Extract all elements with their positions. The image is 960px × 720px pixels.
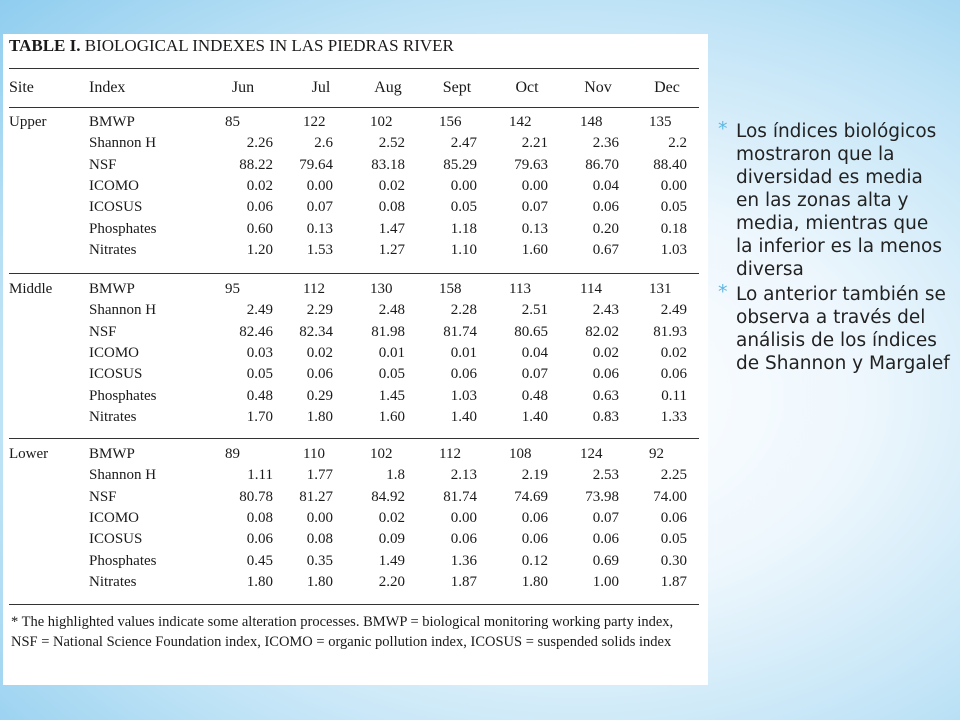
- column-header-jul: Jul: [311, 79, 331, 96]
- table-cell: 0.08: [306, 531, 333, 548]
- table-cell: 0.06: [660, 366, 687, 383]
- table-cell: 88.40: [653, 156, 687, 173]
- table-cell: 108: [509, 446, 532, 462]
- table-cell: 113: [509, 281, 531, 297]
- table-cell: 1.60: [378, 408, 405, 425]
- data-table-image: [3, 34, 708, 685]
- bullet-text: Lo anterior también se observa a través del análisis de los índices de Shannon y Margalef: [736, 284, 950, 374]
- table-cell: 0.13: [306, 220, 333, 237]
- table-cell: 82.34: [299, 323, 333, 340]
- table-cell: 135: [649, 114, 672, 130]
- table-cell: 82.46: [239, 323, 273, 340]
- table-cell: 0.00: [521, 177, 548, 194]
- table-cell: 0.06: [450, 366, 477, 383]
- table-cell: 92: [649, 446, 664, 462]
- column-header-index: Index: [89, 79, 126, 96]
- table-cell: 1.80: [306, 573, 333, 590]
- table-cell: 2.13: [450, 467, 477, 484]
- table-cell: 0.07: [306, 199, 333, 216]
- index-label: Shannon H: [89, 302, 157, 319]
- table-cell: 1.20: [246, 241, 273, 258]
- table-cell: 0.48: [521, 387, 548, 404]
- table-cell: 2.47: [450, 135, 477, 152]
- table-cell: 0.08: [246, 509, 273, 526]
- column-header-dec: Dec: [654, 79, 680, 96]
- table-cell: 1.47: [378, 220, 405, 237]
- table-cell: 0.05: [660, 531, 687, 548]
- table-cell: 1.70: [246, 408, 273, 425]
- index-label: Shannon H: [89, 467, 157, 484]
- table-cell: 1.27: [378, 241, 405, 258]
- table-cell: 2.36: [592, 135, 619, 152]
- table-cell: 0.30: [660, 552, 687, 569]
- table-cell: 86.70: [585, 156, 619, 173]
- table-cell: 1.80: [306, 408, 333, 425]
- table-cell: 112: [439, 446, 461, 462]
- table-cell: 0.05: [378, 366, 405, 383]
- bottom-rule: [9, 604, 699, 605]
- table-cell: 2.51: [521, 302, 548, 319]
- table-cell: 2.52: [378, 135, 405, 152]
- table-title-label: TABLE I.: [9, 36, 81, 55]
- table-cell: 1.87: [450, 573, 477, 590]
- table-cell: 82.02: [585, 323, 619, 340]
- table-cell: 81.74: [443, 488, 477, 505]
- index-label: Phosphates: [89, 552, 157, 569]
- bullet-text: Los índices biológicos mostraron que la diversidad es media en las zonas alta y media, mientras que la inferior es la menos diversa: [736, 121, 943, 280]
- table-cell: 0.00: [450, 509, 477, 526]
- site-label: Middle: [9, 281, 53, 297]
- table-cell: 1.10: [450, 241, 477, 258]
- table-cell: 0.01: [378, 344, 405, 361]
- table-cell: 0.07: [521, 366, 548, 383]
- table-cell: 0.01: [450, 344, 477, 361]
- table-cell: 83.18: [371, 156, 405, 173]
- table-cell: 1.80: [521, 573, 548, 590]
- table-cell: 0.05: [660, 199, 687, 216]
- table-cell: 0.29: [306, 387, 333, 404]
- table-cell: 156: [439, 114, 462, 130]
- table-cell: 1.77: [306, 467, 333, 484]
- table-cell: 0.06: [592, 366, 619, 383]
- table-cell: 2.2: [668, 135, 687, 152]
- table-title: [9, 36, 454, 56]
- table-cell: 2.19: [521, 467, 548, 484]
- table-cell: 0.00: [660, 177, 687, 194]
- table-cell: 1.8: [386, 467, 405, 484]
- table-cell: 80.78: [239, 488, 273, 505]
- table-cell: 2.53: [592, 467, 619, 484]
- table-cell: 2.43: [592, 302, 619, 319]
- table-cell: 95: [225, 281, 240, 297]
- table-cell: 73.98: [585, 488, 619, 505]
- table-cell: 0.02: [246, 177, 273, 194]
- table-cell: 84.92: [371, 488, 405, 505]
- table-cell: 2.49: [246, 302, 273, 319]
- table-cell: 142: [509, 114, 532, 130]
- table-cell: 0.06: [246, 531, 273, 548]
- index-label: BMWP: [89, 281, 135, 297]
- table-cell: 1.40: [450, 408, 477, 425]
- table-cell: 81.93: [653, 323, 687, 340]
- table-cell: 0.07: [592, 509, 619, 526]
- index-label: Nitrates: [89, 241, 137, 258]
- table-cell: 148: [580, 114, 603, 130]
- bullet-marker-icon: *: [718, 281, 728, 303]
- table-cell: 74.69: [514, 488, 548, 505]
- table-cell: 1.03: [660, 241, 687, 258]
- table-cell: 0.12: [521, 552, 548, 569]
- index-label: ICOMO: [89, 509, 140, 526]
- index-label: ICOMO: [89, 344, 140, 361]
- table-cell: 1.18: [450, 220, 477, 237]
- table-cell: 130: [370, 281, 393, 297]
- column-header-jun: Jun: [231, 79, 255, 96]
- table-cell: 0.45: [246, 552, 273, 569]
- table-cell: 1.33: [660, 408, 687, 425]
- table-cell: 2.28: [450, 302, 477, 319]
- table-cell: 0.35: [306, 552, 333, 569]
- table-cell: 0.06: [521, 531, 548, 548]
- table-cell: 2.29: [306, 302, 333, 319]
- table-cell: 122: [303, 114, 326, 130]
- column-header-nov: Nov: [584, 79, 612, 96]
- table-cell: 1.40: [521, 408, 548, 425]
- table-cell: 88.22: [239, 156, 273, 173]
- table-cell: 2.49: [660, 302, 687, 319]
- table-cell: 1.00: [592, 573, 619, 590]
- table-cell: 158: [439, 281, 462, 297]
- column-header-aug: Aug: [374, 79, 402, 96]
- index-label: ICOSUS: [89, 531, 143, 548]
- top-rule: [9, 68, 699, 69]
- index-label: ICOSUS: [89, 199, 143, 216]
- table-cell: 2.21: [521, 135, 548, 152]
- table-cell: 1.36: [450, 552, 477, 569]
- table-cell: 2.26: [246, 135, 273, 152]
- site-label: Lower: [9, 446, 49, 462]
- table-cell: 80.65: [514, 323, 548, 340]
- table-cell: 0.02: [592, 344, 619, 361]
- table-cell: 114: [580, 281, 602, 297]
- table-cell: 0.06: [592, 531, 619, 548]
- table-cell: 0.06: [450, 531, 477, 548]
- table-cell: 1.49: [378, 552, 405, 569]
- table-cell: 0.02: [378, 177, 405, 194]
- site-label: Upper: [9, 114, 47, 130]
- index-label: BMWP: [89, 446, 135, 462]
- table-cell: 0.00: [306, 509, 333, 526]
- table-cell: 1.03: [450, 387, 477, 404]
- index-label: Nitrates: [89, 573, 137, 590]
- header-rule: [9, 107, 699, 108]
- table-cell: 1.45: [378, 387, 405, 404]
- index-label: ICOMO: [89, 177, 140, 194]
- table-cell: 1.80: [246, 573, 273, 590]
- bullet-marker-icon: *: [718, 118, 728, 140]
- table-cell: 0.04: [592, 177, 619, 194]
- table-cell: 0.02: [306, 344, 333, 361]
- table-cell: 0.04: [521, 344, 548, 361]
- bullet-list: [718, 120, 950, 377]
- table-cell: 0.06: [521, 509, 548, 526]
- table-cell: 74.00: [653, 488, 687, 505]
- table-cell: 0.07: [521, 199, 548, 216]
- table-cell: 0.63: [592, 387, 619, 404]
- index-label: Phosphates: [89, 220, 157, 237]
- index-label: NSF: [89, 488, 117, 505]
- index-label: ICOSUS: [89, 366, 143, 383]
- table-cell: 124: [580, 446, 603, 462]
- table-cell: 131: [649, 281, 672, 297]
- index-label: NSF: [89, 156, 117, 173]
- index-label: Phosphates: [89, 387, 157, 404]
- table-cell: 81.98: [371, 323, 405, 340]
- column-header-site: Site: [9, 79, 34, 96]
- table-cell: 0.67: [592, 241, 619, 258]
- table-cell: 110: [303, 446, 325, 462]
- table-cell: 81.74: [443, 323, 477, 340]
- table-cell: 0.69: [592, 552, 619, 569]
- table-cell: 0.09: [378, 531, 405, 548]
- table-cell: 1.60: [521, 241, 548, 258]
- column-header-sept: Sept: [442, 79, 472, 96]
- table-cell: 0.48: [246, 387, 273, 404]
- table-footnote: * The highlighted values indicate some alteration processes. BMWP = biological monitoring working party index, NSF = National Science Foundation index, ICOMO = organic pollution index, ICOSUS = suspended solids index: [11, 614, 674, 650]
- table-cell: 0.20: [592, 220, 619, 237]
- table-cell: 0.02: [660, 344, 687, 361]
- table-cell: 0.06: [660, 509, 687, 526]
- table-cell: 2.6: [314, 135, 333, 152]
- table-cell: 0.05: [246, 366, 273, 383]
- table-cell: 2.20: [378, 573, 405, 590]
- index-label: NSF: [89, 323, 117, 340]
- table-cell: 79.64: [299, 156, 333, 173]
- table-cell: 1.87: [660, 573, 687, 590]
- table-title-text: BIOLOGICAL INDEXES IN LAS PIEDRAS RIVER: [80, 36, 454, 55]
- table-cell: 1.53: [306, 241, 333, 258]
- table-cell: 0.00: [450, 177, 477, 194]
- table-cell: 102: [370, 446, 393, 462]
- index-label: Shannon H: [89, 135, 157, 152]
- bullet-item: [718, 120, 950, 281]
- table-cell: 0.05: [450, 199, 477, 216]
- table-cell: 85.29: [443, 156, 477, 173]
- table-cell: 0.06: [246, 199, 273, 216]
- table-cell: 85: [225, 114, 240, 130]
- table-cell: 0.06: [306, 366, 333, 383]
- table-cell: 89: [225, 446, 240, 462]
- table-cell: 0.03: [246, 344, 273, 361]
- group-divider: [9, 273, 699, 274]
- table-cell: 0.18: [660, 220, 687, 237]
- table-cell: 0.13: [521, 220, 548, 237]
- table-cell: 0.11: [661, 387, 687, 404]
- table-cell: 0.83: [592, 408, 619, 425]
- table-cell: 112: [303, 281, 325, 297]
- column-header-oct: Oct: [515, 79, 539, 96]
- table-cell: 0.00: [306, 177, 333, 194]
- table-cell: 0.08: [378, 199, 405, 216]
- table-cell: 102: [370, 114, 393, 130]
- table-cell: 0.06: [592, 199, 619, 216]
- table-cell: 1.11: [247, 467, 273, 484]
- table-cell: 0.02: [378, 509, 405, 526]
- table-cell: 81.27: [299, 488, 333, 505]
- index-label: BMWP: [89, 114, 135, 130]
- table-cell: 79.63: [514, 156, 548, 173]
- table-cell: 0.60: [246, 220, 273, 237]
- table-cell: 2.25: [660, 467, 687, 484]
- group-divider: [9, 438, 699, 439]
- bullet-item: [718, 283, 950, 375]
- index-label: Nitrates: [89, 408, 137, 425]
- table-cell: 2.48: [378, 302, 405, 319]
